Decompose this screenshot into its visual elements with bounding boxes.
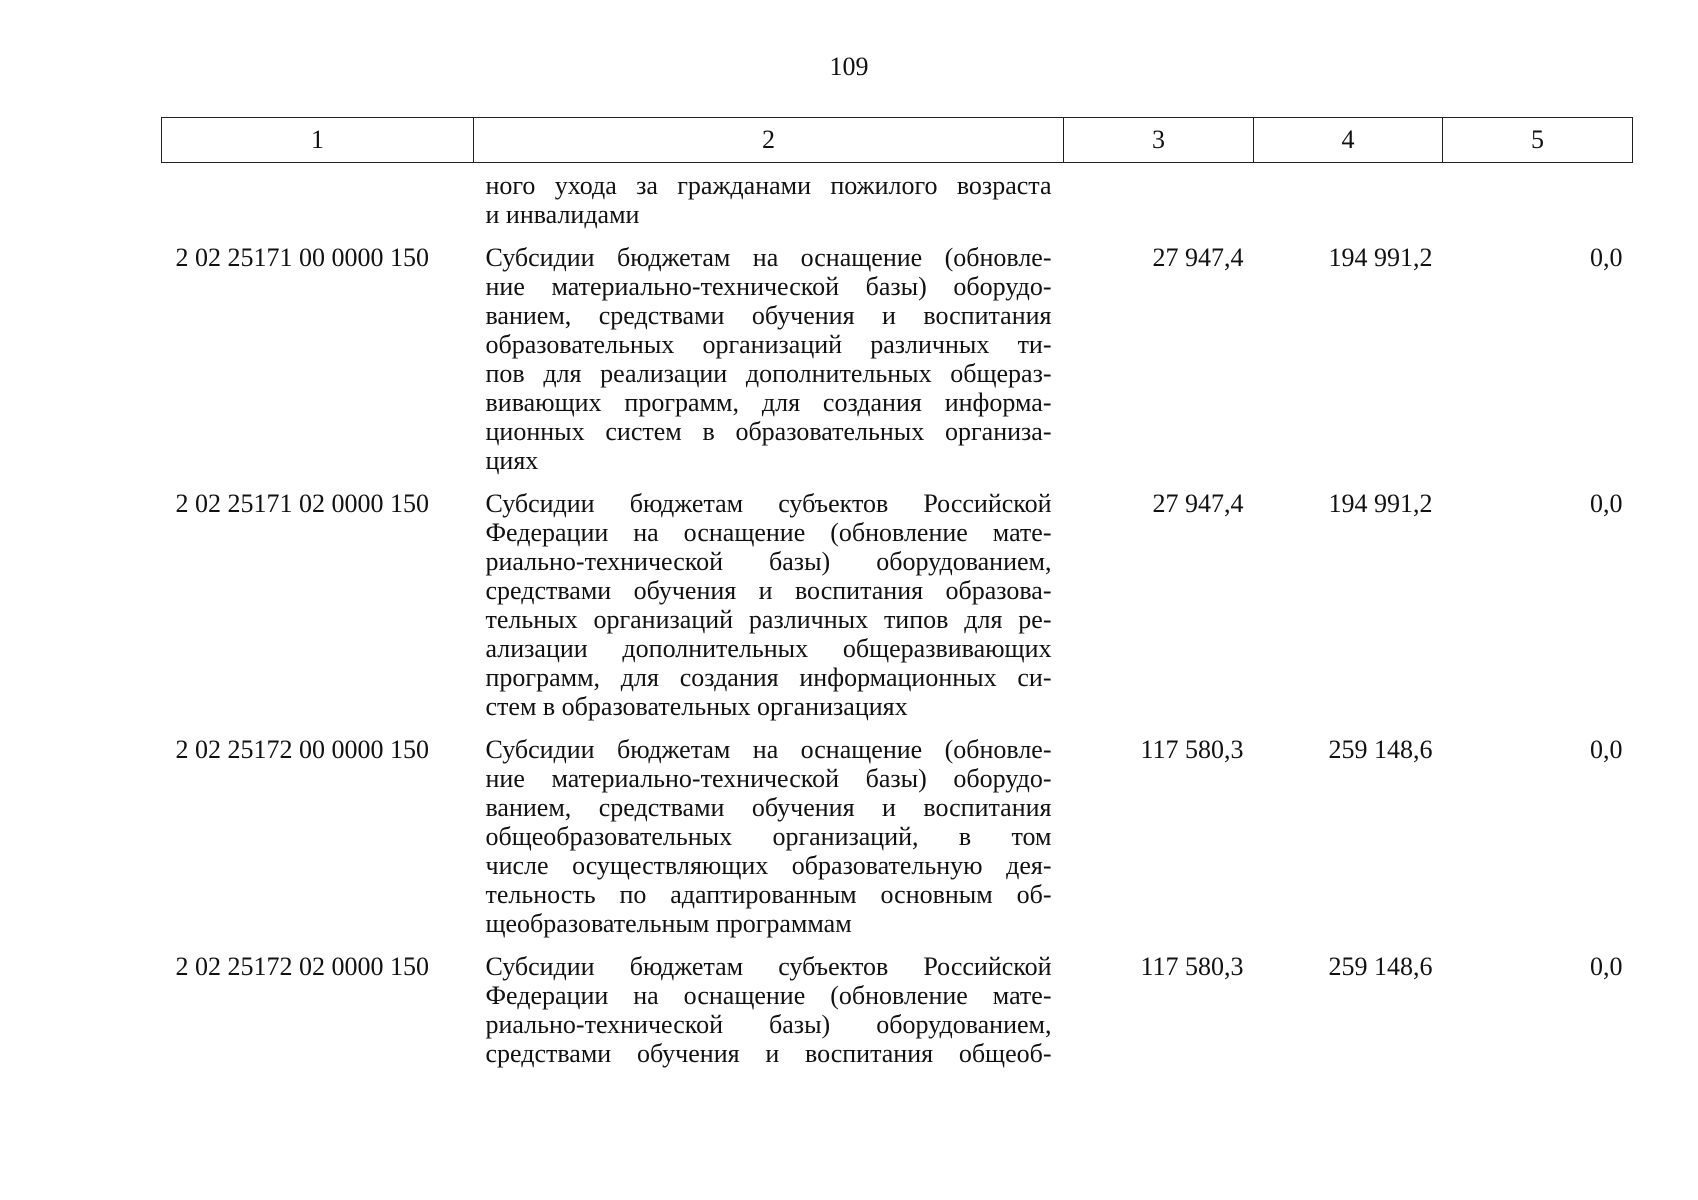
row-value-col5: 0,0 xyxy=(1590,952,1623,981)
description-line: ализации дополнительных общеразвивающих xyxy=(485,634,1052,663)
header-row xyxy=(162,118,1633,163)
row-value-col5: 0,0 xyxy=(1590,735,1623,764)
row-value-col4: 194 991,2 xyxy=(1328,489,1433,518)
row-value-col4: 259 148,6 xyxy=(1328,735,1433,764)
row-value-col5: 0,0 xyxy=(1590,243,1623,272)
description-line: циях xyxy=(485,446,539,475)
page-number: 109 xyxy=(829,52,869,81)
row-code: 2 02 25171 02 0000 150 xyxy=(175,489,429,518)
row-description xyxy=(474,475,1064,721)
description-line: ционных систем в образовательных организа- xyxy=(485,417,1052,446)
description-line: ванием, средствами обучения и воспитания xyxy=(485,301,1052,330)
description-line: риально-технической базы) оборудованием, xyxy=(485,1010,1052,1039)
row-description xyxy=(474,229,1064,475)
description-line: общеобразовательных организаций, в том xyxy=(485,822,1052,851)
table-row xyxy=(162,229,1633,475)
description-line: ние материально-технической базы) оборудо- xyxy=(485,272,1052,301)
description-line: вивающих программ, для создания информа- xyxy=(485,388,1052,417)
description-line: и инвалидами xyxy=(485,200,640,229)
description-line: ванием, средствами обучения и воспитания xyxy=(485,793,1052,822)
description-line: числе осуществляющих образовательную дея- xyxy=(485,851,1052,880)
row-value-col4: 194 991,2 xyxy=(1328,243,1433,272)
row-description xyxy=(474,163,1064,230)
row-value-col4: 259 148,6 xyxy=(1328,952,1433,981)
row-value-col3: 27 947,4 xyxy=(1152,243,1244,272)
description-line: программ, для создания информационных си- xyxy=(485,663,1052,692)
row-code: 2 02 25172 02 0000 150 xyxy=(175,952,429,981)
description-line: средствами обучения и воспитания образова- xyxy=(485,576,1052,605)
table-row xyxy=(162,938,1633,1068)
table-row xyxy=(162,475,1633,721)
row-value-col5: 0,0 xyxy=(1590,489,1623,518)
description-line: риально-технической базы) оборудованием, xyxy=(485,547,1052,576)
continuation-row xyxy=(162,163,1633,230)
description-line: тельных организаций различных типов для ре- xyxy=(485,605,1052,634)
description-line: образовательных организаций различных ти- xyxy=(485,330,1052,359)
row-value-col3: 27 947,4 xyxy=(1152,489,1244,518)
table-header xyxy=(162,118,1633,163)
row-description xyxy=(474,938,1064,1068)
column-header-5: 5 xyxy=(1443,118,1633,163)
description-line: Субсидии бюджетам субъектов Российской xyxy=(485,489,1052,518)
description-line: ного ухода за гражданами пожилого возраста xyxy=(485,171,1052,200)
column-header-2: 2 xyxy=(474,118,1064,163)
description-line: Субсидии бюджетам субъектов Российской xyxy=(485,952,1052,981)
row-value-col3: 117 580,3 xyxy=(1140,952,1244,981)
row-code: 2 02 25171 00 0000 150 xyxy=(175,243,429,272)
column-header-3: 3 xyxy=(1064,118,1254,163)
description-line: тельность по адаптированным основным об- xyxy=(485,880,1052,909)
description-line: Субсидии бюджетам на оснащение (обновле- xyxy=(485,243,1052,272)
description-line: стем в образовательных организациях xyxy=(485,692,908,721)
row-code: 2 02 25172 00 0000 150 xyxy=(175,735,429,764)
description-line: пов для реализации дополнительных общераз- xyxy=(485,359,1052,388)
description-line: Федерации на оснащение (обновление мате- xyxy=(485,981,1052,1010)
budget-table xyxy=(161,117,1633,1068)
column-header-4: 4 xyxy=(1254,118,1443,163)
table-body xyxy=(162,163,1633,1069)
description-line: щеобразовательным программам xyxy=(485,909,852,938)
description-line: Федерации на оснащение (обновление мате- xyxy=(485,518,1052,547)
row-description xyxy=(474,721,1064,938)
description-line: средствами обучения и воспитания общеоб- xyxy=(485,1039,1052,1068)
row-value-col3: 117 580,3 xyxy=(1140,735,1244,764)
description-line: ние материально-технической базы) оборудо- xyxy=(485,764,1052,793)
description-line: Субсидии бюджетам на оснащение (обновле- xyxy=(485,735,1052,764)
column-header-1: 1 xyxy=(162,118,474,163)
row-code xyxy=(162,163,474,230)
table-row xyxy=(162,721,1633,938)
